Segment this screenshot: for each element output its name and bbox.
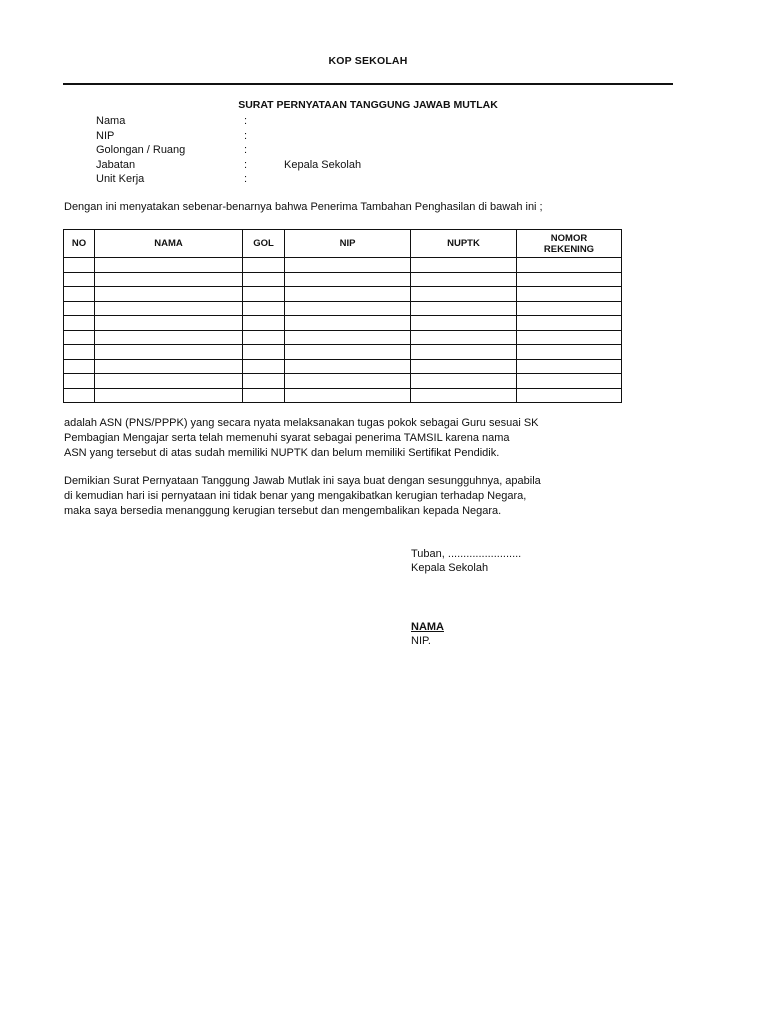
column-header-no: NO	[64, 230, 95, 258]
table-cell	[243, 374, 285, 389]
table-cell	[285, 388, 411, 403]
identity-label: Unit Kerja	[96, 173, 145, 185]
table-cell	[517, 272, 622, 287]
table-row	[64, 287, 622, 302]
table-cell	[64, 359, 95, 374]
table-cell	[285, 258, 411, 273]
table-row	[64, 258, 622, 273]
table-row	[64, 316, 622, 331]
table-cell	[285, 359, 411, 374]
table-row	[64, 359, 622, 374]
paragraph-line: maka saya bersedia menanggung kerugian tersebut dan mengembalikan kepada Negara.	[64, 505, 502, 517]
signature-role: Kepala Sekolah	[411, 562, 489, 574]
column-header-nuptk: NUPTK	[411, 230, 517, 258]
table-cell	[411, 359, 517, 374]
identity-row-jabatan	[96, 158, 516, 173]
identity-label: NIP	[96, 129, 115, 142]
identity-colon: :	[244, 129, 248, 142]
table-cell	[243, 330, 285, 345]
school-letterhead: KOP SEKOLAH	[328, 55, 408, 67]
table-cell	[95, 374, 243, 389]
table-cell	[517, 301, 622, 316]
table-cell	[517, 258, 622, 273]
table-row	[64, 272, 622, 287]
table-cell	[64, 287, 95, 302]
identity-colon: :	[244, 173, 248, 185]
table-cell	[95, 287, 243, 302]
column-header-nip: NIP	[285, 230, 411, 258]
table-cell	[285, 330, 411, 345]
intro-statement: Dengan ini menyatakan sebenar-benarnya bahwa Penerima Tambahan Penghasilan di bawah ini ;	[64, 201, 543, 213]
identity-colon: :	[244, 158, 248, 171]
signature-nip: NIP.	[411, 635, 431, 647]
table-row	[64, 345, 622, 360]
table-cell	[285, 301, 411, 316]
identity-label: Nama	[96, 115, 126, 127]
recipient-table	[63, 229, 622, 403]
identity-colon: :	[244, 144, 248, 156]
table-cell	[285, 345, 411, 360]
table-cell	[95, 301, 243, 316]
table-cell	[243, 345, 285, 360]
paragraph-line: ASN yang tersebut di atas sudah memiliki NUPTK dan belum memiliki Sertifikat Pendidik.	[64, 447, 500, 459]
table-cell	[243, 301, 285, 316]
identity-value: Kepala Sekolah	[284, 158, 362, 171]
table-cell	[285, 374, 411, 389]
identity-row-golongan	[96, 143, 516, 158]
document-title: SURAT PERNYATAAN TANGGUNG JAWAB MUTLAK	[238, 99, 498, 111]
table-cell	[64, 345, 95, 360]
paragraph-line: Demikian Surat Pernyataan Tanggung Jawab Mutlak ini saya buat dengan sesungguhnya, apabila	[64, 475, 541, 487]
table-cell	[517, 374, 622, 389]
identity-value	[284, 114, 516, 129]
table-cell	[95, 258, 243, 273]
header-line: NOMOR	[550, 232, 588, 244]
identity-row-nama	[96, 114, 516, 129]
table-row	[64, 301, 622, 316]
table-header-row	[64, 230, 622, 258]
signature-place-date: Tuban, ........................	[411, 548, 522, 560]
table-cell	[95, 316, 243, 331]
table-cell	[243, 258, 285, 273]
closing-paragraph	[64, 474, 624, 519]
table-cell	[411, 388, 517, 403]
table-cell	[517, 316, 622, 331]
identity-value	[284, 143, 516, 158]
table-cell	[285, 287, 411, 302]
statement-paragraph	[64, 416, 624, 461]
column-header-nama: NAMA	[95, 230, 243, 258]
letterhead-divider	[63, 83, 673, 85]
table-row	[64, 374, 622, 389]
paragraph-line: Pembagian Mengajar serta telah memenuhi syarat sebagai penerima TAMSIL karena nama	[64, 432, 510, 444]
identity-value	[284, 172, 516, 187]
table-cell	[95, 330, 243, 345]
column-header-gol: GOL	[243, 230, 285, 258]
identity-label: Golongan / Ruang	[96, 144, 186, 156]
identity-label: Jabatan	[96, 158, 136, 171]
table-cell	[411, 330, 517, 345]
paragraph-line: adalah ASN (PNS/PPPK) yang secara nyata melaksanakan tugas pokok sebagai Guru sesuai SK	[64, 417, 539, 429]
table-cell	[411, 345, 517, 360]
table-cell	[411, 301, 517, 316]
table-cell	[411, 316, 517, 331]
signature-name: NAMA	[411, 621, 444, 633]
table-cell	[95, 272, 243, 287]
table-cell	[64, 316, 95, 331]
table-cell	[64, 374, 95, 389]
table-cell	[411, 374, 517, 389]
table-cell	[243, 272, 285, 287]
table-row	[64, 388, 622, 403]
table-cell	[64, 258, 95, 273]
table-cell	[243, 316, 285, 331]
identity-colon: :	[244, 115, 248, 127]
table-cell	[517, 359, 622, 374]
table-cell	[517, 330, 622, 345]
table-cell	[411, 287, 517, 302]
table-cell	[64, 272, 95, 287]
table-row	[64, 330, 622, 345]
identity-value	[284, 129, 516, 144]
table-cell	[95, 345, 243, 360]
table-cell	[64, 388, 95, 403]
header-line: REKENING	[543, 243, 595, 255]
table-cell	[411, 258, 517, 273]
table-cell	[64, 301, 95, 316]
table-cell	[95, 359, 243, 374]
paragraph-line: di kemudian hari isi pernyataan ini tidak benar yang mengakibatkan kerugian terhadap Negara,	[64, 490, 527, 502]
table-cell	[285, 316, 411, 331]
identity-row-nip	[96, 129, 516, 144]
table-cell	[517, 388, 622, 403]
table-body	[64, 258, 622, 403]
identity-block	[96, 114, 516, 187]
table-cell	[64, 330, 95, 345]
table-cell	[95, 388, 243, 403]
table-cell	[517, 345, 622, 360]
identity-row-unit-kerja	[96, 172, 516, 187]
table-cell	[285, 272, 411, 287]
table-cell	[243, 287, 285, 302]
table-cell	[517, 287, 622, 302]
table-cell	[411, 272, 517, 287]
column-header-nomor-rekening	[517, 230, 622, 258]
table-cell	[243, 388, 285, 403]
table-cell	[243, 359, 285, 374]
